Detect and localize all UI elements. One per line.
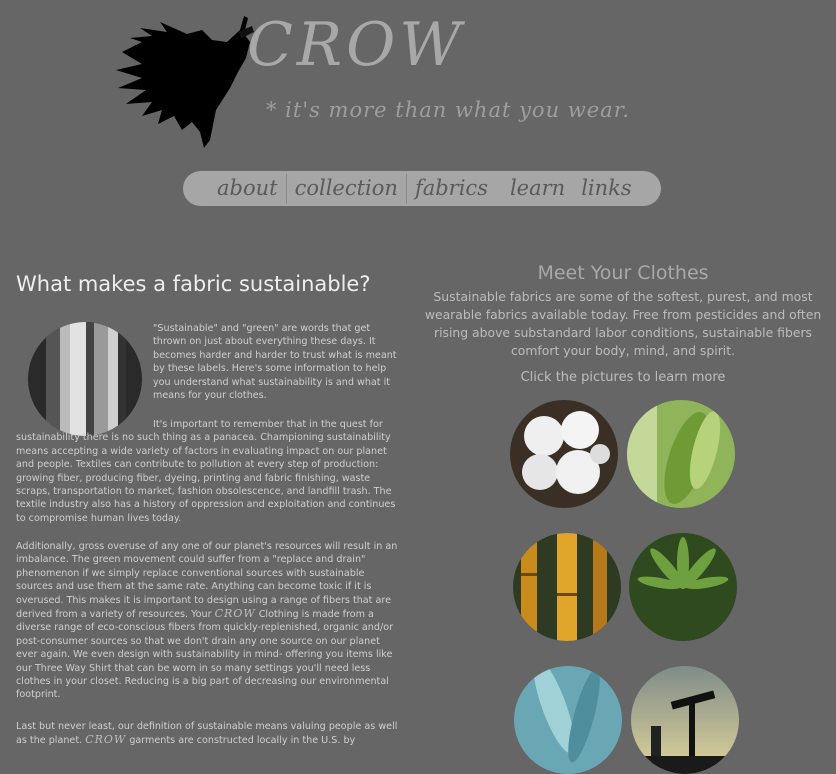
soy-image[interactable] [627,400,735,508]
crow-logo-icon[interactable] [112,12,257,152]
paragraph-people [16,720,400,748]
brand-logotype[interactable]: CROW [247,10,465,80]
meet-heading: Meet Your Clothes [537,262,709,284]
crow-wordmark: CROW [85,733,127,747]
article-heading: What makes a fabric sustainable? [16,272,371,296]
paragraph-people-text-a: Last but never least, our definition of sustainable means valuing people as well as the planet. [16,721,398,747]
nav-links[interactable]: links [581,176,632,200]
nav-about[interactable]: about [217,176,278,200]
meet-your-clothes [410,262,836,360]
paragraph-overuse-text-b: Clothing is made from a diverse range of eco-conscious fibers from quickly-replenished, organic and/or post-consumer sources so that we don't drain any one source on our planet ever again. We even design with sustainability in mind- offering you items like our Three Way Shirt that can be worn in so many settings you'll need less clothes in your closet. Reducing is a big part of decreasing our environmental footprint. [16,609,394,701]
meet-intro: Sustainable fabrics are some of the softest, purest, and most wearable fabrics available today. Free from pesticides and often rising above substandard labor conditions, sustainable fibers comfort your body, mind, and spirit. [424,289,822,358]
crow-wordmark: CROW [214,607,256,621]
paragraph-panacea-text: It's important to remember that in the quest for sustainability there is no such thing as a panacea. Championing sustainability means accepting a wide variety of factors in evaluating impact on our planet and people. Textiles can contribute to pollution at every step of production: growing fiber, producing fiber, dyeing, printing and fabric finishing, waste scraps, transportation to market, fashion obsolescence, and landfill trash. The textile industry also has a history of oppression and exploitation and continues to compromise human lives today. [16,419,396,524]
nav-learn[interactable]: learn [509,176,566,200]
site-header [0,0,836,240]
oil-pump-image[interactable] [631,666,739,774]
hemp-image[interactable] [629,533,737,641]
paragraph-people-text-b: garments are constructed locally in the U.S. by [129,735,356,747]
eucalyptus-image[interactable] [514,666,622,774]
paragraph-intro: "Sustainable" and "green" are words that get thrown on just about everything these days. It becomes harder and harder to trust what is meant by these labels. Here's some information to help you understand what sustainability is and what it means for your clothes. [153,323,397,402]
cotton-image[interactable] [510,400,618,508]
sustainability-article [16,272,400,296]
tagline: * it's more than what you wear. [266,98,631,122]
paragraph-panacea [16,418,400,525]
nav-fabrics[interactable]: fabrics [414,176,488,200]
bamboo-image[interactable] [513,533,621,641]
click-instruction: Click the pictures to learn more [520,370,726,385]
paragraph-overuse-text-a: Additionally, gross overuse of any one of our planet's resources will result in an imbalance. The green movement could suffer from a "replace and drain" phenomenon if we simply replace conventional sources with sustainable sources and use them at the same rate. Anything can become toxic if it is overused. This makes it is important to design using a range of fibers that are derived from a variety of resources. Your [16,541,398,621]
nav-collection[interactable]: collection [294,176,398,200]
main-nav [183,171,661,206]
paragraph-overuse [16,540,400,702]
